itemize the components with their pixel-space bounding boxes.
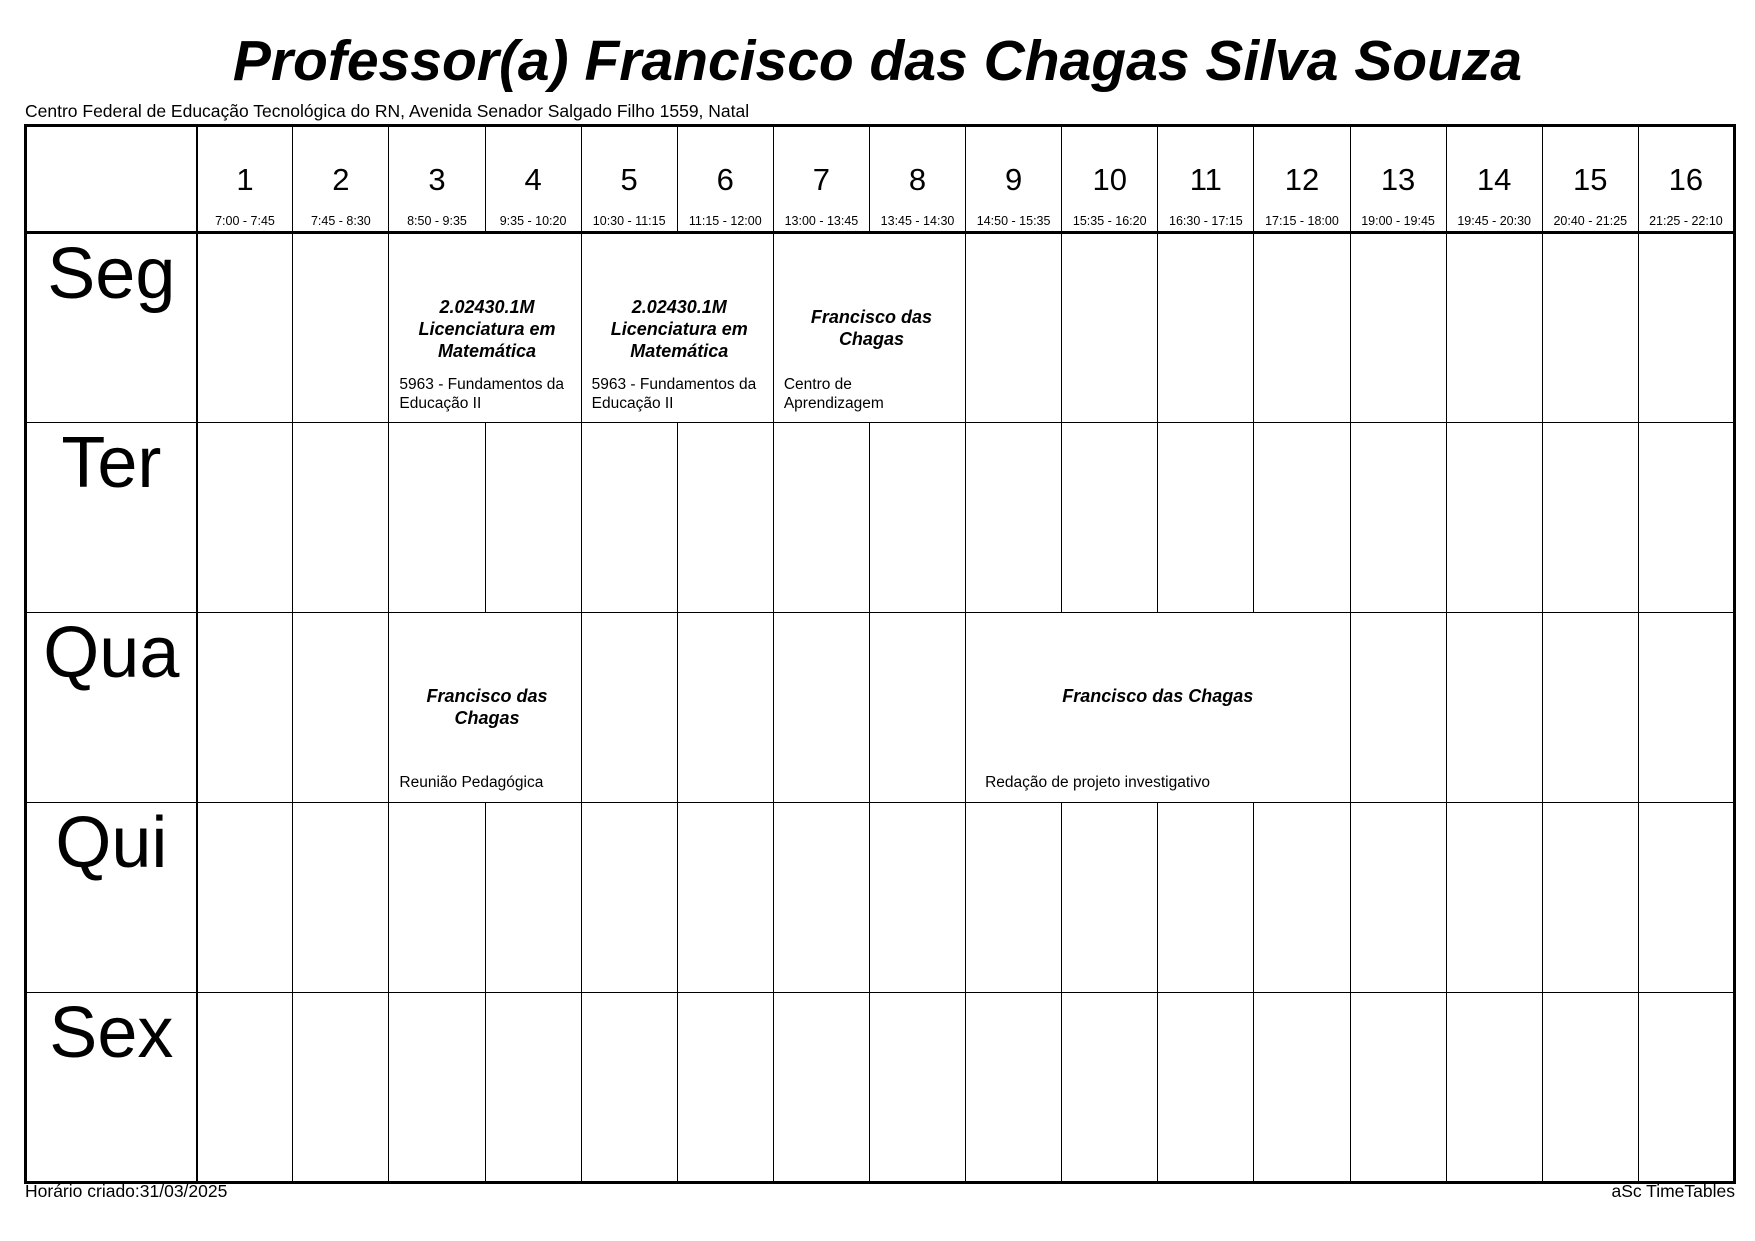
lesson-subject-line: Reunião Pedagógica bbox=[399, 774, 544, 791]
empty-slot[interactable] bbox=[1158, 993, 1254, 1183]
empty-slot[interactable] bbox=[197, 803, 293, 993]
period-number: 16 bbox=[1668, 162, 1704, 197]
lesson-title bbox=[397, 685, 576, 729]
day-label: Ter bbox=[26, 423, 197, 613]
empty-slot[interactable] bbox=[197, 233, 293, 423]
period-header-4 bbox=[485, 126, 581, 233]
lesson-title-line: Francisco das Chagas bbox=[1062, 686, 1254, 706]
empty-slot[interactable] bbox=[1446, 423, 1542, 613]
period-time: 7:45 - 8:30 bbox=[310, 214, 371, 228]
empty-slot[interactable] bbox=[1542, 803, 1638, 993]
lesson-subject-line: Centro de bbox=[783, 376, 852, 393]
period-header-15 bbox=[1542, 126, 1638, 233]
day-label: Qui bbox=[26, 803, 197, 993]
empty-slot[interactable] bbox=[869, 613, 965, 803]
empty-slot[interactable] bbox=[1542, 233, 1638, 423]
lesson-title-line: Francisco das bbox=[426, 686, 548, 706]
software-credit: aSc TimeTables bbox=[1611, 1181, 1735, 1201]
empty-slot[interactable] bbox=[1254, 993, 1350, 1183]
empty-slot[interactable] bbox=[677, 423, 773, 613]
period-header-10 bbox=[1062, 126, 1158, 233]
empty-slot[interactable] bbox=[1446, 803, 1542, 993]
period-header-16 bbox=[1638, 126, 1734, 233]
period-time: 17:15 - 18:00 bbox=[1265, 214, 1339, 228]
empty-slot[interactable] bbox=[1158, 423, 1254, 613]
period-header-12 bbox=[1254, 126, 1350, 233]
lesson-cell[interactable] bbox=[966, 613, 1350, 803]
lesson-subject bbox=[399, 773, 578, 792]
day-row-sex bbox=[26, 993, 1735, 1183]
lesson-title bbox=[974, 685, 1341, 707]
lesson-subject-line: Educação II bbox=[399, 395, 482, 412]
lesson-title bbox=[590, 296, 769, 362]
lesson-title bbox=[397, 296, 576, 362]
empty-slot[interactable] bbox=[1254, 423, 1350, 613]
period-number: 13 bbox=[1380, 162, 1416, 197]
empty-slot[interactable] bbox=[1542, 993, 1638, 1183]
empty-slot[interactable] bbox=[869, 803, 965, 993]
empty-slot[interactable] bbox=[1062, 233, 1158, 423]
lesson-title-line: Licenciatura em bbox=[418, 319, 556, 339]
lesson-subject-line: 5963 - Fundamentos da bbox=[591, 376, 757, 393]
period-header-row bbox=[26, 126, 1735, 233]
period-time: 13:45 - 14:30 bbox=[880, 214, 955, 228]
empty-slot[interactable] bbox=[581, 423, 677, 613]
empty-slot[interactable] bbox=[581, 613, 677, 803]
empty-slot[interactable] bbox=[773, 993, 869, 1183]
lesson-subject bbox=[985, 773, 1347, 792]
empty-slot[interactable] bbox=[485, 423, 581, 613]
period-header-14 bbox=[1446, 126, 1542, 233]
lesson-subject bbox=[784, 375, 963, 413]
empty-slot[interactable] bbox=[1638, 993, 1734, 1183]
period-header-6 bbox=[677, 126, 773, 233]
period-header-9 bbox=[966, 126, 1062, 233]
period-header-5 bbox=[581, 126, 677, 233]
period-header-3 bbox=[389, 126, 485, 233]
lesson-subject-line: Aprendizagem bbox=[783, 395, 884, 412]
lesson-subject bbox=[592, 375, 771, 413]
period-number: 7 bbox=[812, 162, 831, 197]
empty-slot[interactable] bbox=[1254, 803, 1350, 993]
lesson-subject-line: Educação II bbox=[591, 395, 674, 412]
lesson-title-line: Chagas bbox=[454, 708, 520, 728]
lesson-cell[interactable] bbox=[389, 613, 581, 803]
empty-slot[interactable] bbox=[966, 993, 1062, 1183]
empty-slot[interactable] bbox=[966, 233, 1062, 423]
empty-slot[interactable] bbox=[485, 993, 581, 1183]
day-row-qui bbox=[26, 803, 1735, 993]
corner-cell bbox=[26, 126, 197, 233]
period-time: 15:35 - 16:20 bbox=[1072, 214, 1147, 228]
period-number: 12 bbox=[1284, 162, 1320, 197]
period-time: 8:50 - 9:35 bbox=[407, 214, 467, 228]
day-label: Seg bbox=[26, 233, 197, 423]
empty-slot[interactable] bbox=[197, 423, 293, 613]
lesson-title-line: Matemática bbox=[630, 341, 729, 361]
empty-slot[interactable] bbox=[1350, 803, 1446, 993]
lesson-title-line: Licenciatura em bbox=[610, 319, 748, 339]
lesson-title-line: Francisco das bbox=[810, 307, 932, 327]
empty-slot[interactable] bbox=[1062, 423, 1158, 613]
period-number: 8 bbox=[908, 162, 927, 197]
empty-slot[interactable] bbox=[1062, 993, 1158, 1183]
empty-slot[interactable] bbox=[293, 993, 389, 1183]
day-row-qua bbox=[26, 613, 1735, 803]
day-row-seg bbox=[26, 233, 1735, 423]
period-time: 19:00 - 19:45 bbox=[1361, 214, 1435, 228]
empty-slot[interactable] bbox=[197, 993, 293, 1183]
period-time: 9:35 - 10:20 bbox=[499, 214, 567, 228]
period-number: 14 bbox=[1476, 162, 1512, 197]
empty-slot[interactable] bbox=[1638, 803, 1734, 993]
lesson-cell[interactable] bbox=[581, 233, 773, 423]
period-number: 10 bbox=[1092, 162, 1127, 197]
period-number: 9 bbox=[1004, 162, 1023, 197]
empty-slot[interactable] bbox=[1350, 233, 1446, 423]
empty-slot[interactable] bbox=[197, 613, 293, 803]
period-time: 10:30 - 11:15 bbox=[592, 214, 666, 228]
empty-slot[interactable] bbox=[677, 803, 773, 993]
period-number: 6 bbox=[716, 162, 734, 197]
day-row-ter bbox=[26, 423, 1735, 613]
empty-slot[interactable] bbox=[677, 613, 773, 803]
empty-slot[interactable] bbox=[869, 993, 965, 1183]
lesson-subject-line: 5963 - Fundamentos da bbox=[399, 376, 564, 393]
empty-slot[interactable] bbox=[1638, 233, 1734, 423]
empty-slot[interactable] bbox=[1350, 613, 1446, 803]
empty-slot[interactable] bbox=[1446, 613, 1542, 803]
period-time: 11:15 - 12:00 bbox=[688, 214, 762, 228]
empty-slot[interactable] bbox=[1158, 803, 1254, 993]
empty-slot[interactable] bbox=[1446, 233, 1542, 423]
empty-slot[interactable] bbox=[1350, 993, 1446, 1183]
empty-slot[interactable] bbox=[677, 993, 773, 1183]
empty-slot[interactable] bbox=[581, 803, 677, 993]
period-number: 2 bbox=[332, 162, 350, 197]
period-number: 5 bbox=[620, 162, 638, 197]
lesson-cell[interactable] bbox=[389, 233, 581, 423]
day-label: Sex bbox=[26, 993, 197, 1183]
empty-slot[interactable] bbox=[1638, 613, 1734, 803]
empty-slot[interactable] bbox=[1638, 423, 1734, 613]
empty-slot[interactable] bbox=[1542, 613, 1638, 803]
empty-slot[interactable] bbox=[389, 993, 485, 1183]
empty-slot[interactable] bbox=[869, 423, 965, 613]
lesson-subject bbox=[399, 375, 578, 413]
empty-slot[interactable] bbox=[293, 803, 389, 993]
period-header-1 bbox=[197, 126, 293, 233]
period-header-13 bbox=[1350, 126, 1446, 233]
created-date: Horário criado:31/03/2025 bbox=[25, 1181, 228, 1201]
empty-slot[interactable] bbox=[1158, 233, 1254, 423]
empty-slot[interactable] bbox=[773, 803, 869, 993]
period-number: 4 bbox=[524, 162, 542, 197]
period-time: 13:00 - 13:45 bbox=[784, 214, 859, 228]
period-time: 14:50 - 15:35 bbox=[976, 214, 1051, 228]
empty-slot[interactable] bbox=[293, 423, 389, 613]
period-time: 19:45 - 20:30 bbox=[1457, 214, 1531, 228]
period-number: 15 bbox=[1573, 162, 1608, 197]
empty-slot[interactable] bbox=[293, 233, 389, 423]
lesson-cell[interactable] bbox=[773, 233, 965, 423]
empty-slot[interactable] bbox=[1542, 423, 1638, 613]
lesson-title-line: Chagas bbox=[838, 329, 904, 349]
day-label: Qua bbox=[26, 613, 197, 803]
empty-slot[interactable] bbox=[1254, 233, 1350, 423]
empty-slot[interactable] bbox=[1446, 993, 1542, 1183]
lesson-title-line: 2.02430.1M bbox=[439, 297, 535, 317]
period-header-2 bbox=[293, 126, 389, 233]
period-header-11 bbox=[1158, 126, 1254, 233]
empty-slot[interactable] bbox=[966, 423, 1062, 613]
period-time: 21:25 - 22:10 bbox=[1649, 214, 1723, 228]
lesson-title bbox=[782, 306, 961, 350]
period-header-8 bbox=[869, 126, 965, 233]
empty-slot[interactable] bbox=[773, 423, 869, 613]
period-number: 11 bbox=[1189, 162, 1222, 197]
empty-slot[interactable] bbox=[389, 803, 485, 993]
empty-slot[interactable] bbox=[966, 803, 1062, 993]
period-number: 3 bbox=[428, 162, 446, 197]
empty-slot[interactable] bbox=[293, 613, 389, 803]
period-number: 1 bbox=[236, 162, 254, 197]
period-time: 16:30 - 17:15 bbox=[1169, 214, 1243, 228]
lesson-title-line: Matemática bbox=[437, 341, 537, 361]
lesson-subject-line: Redação de projeto investigativo bbox=[985, 774, 1210, 791]
empty-slot[interactable] bbox=[773, 613, 869, 803]
timetable bbox=[24, 124, 1736, 1184]
empty-slot[interactable] bbox=[389, 423, 485, 613]
institution-address: Centro Federal de Educação Tecnológica do RN, Avenida Senador Salgado Filho 1559, Natal bbox=[25, 101, 750, 121]
period-time: 20:40 - 21:25 bbox=[1553, 214, 1628, 228]
empty-slot[interactable] bbox=[581, 993, 677, 1183]
period-header-7 bbox=[773, 126, 869, 233]
page-title: Professor(a) Francisco das Chagas Silva Souza bbox=[232, 29, 1523, 93]
empty-slot[interactable] bbox=[485, 803, 581, 993]
empty-slot[interactable] bbox=[1350, 423, 1446, 613]
lesson-title-line: 2.02430.1M bbox=[631, 297, 727, 317]
period-time: 7:00 - 7:45 bbox=[215, 214, 275, 228]
empty-slot[interactable] bbox=[1062, 803, 1158, 993]
